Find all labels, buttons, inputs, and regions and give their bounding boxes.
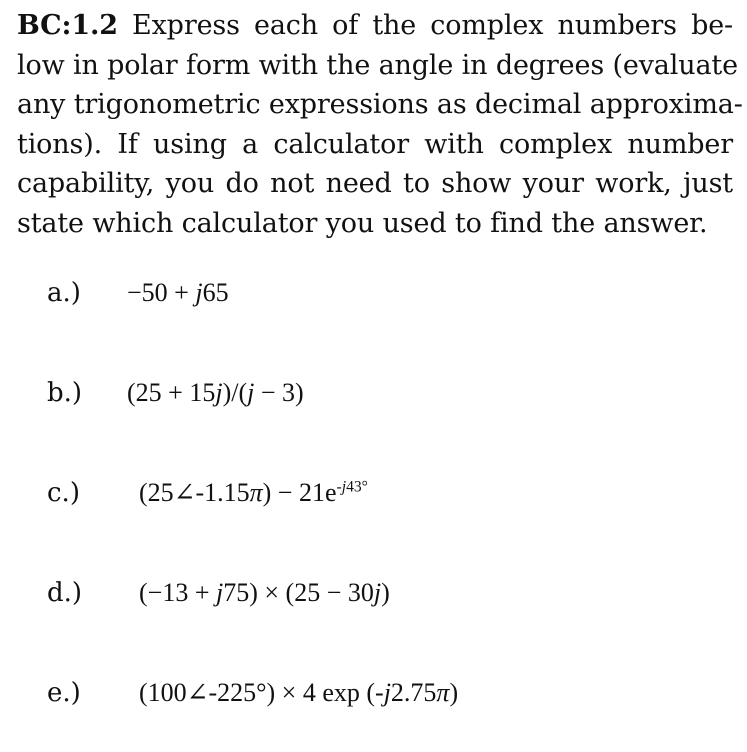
problem-line-2: low in polar form with the angle in degrees (evaluate <box>17 49 738 81</box>
problem-line-6: state which calculator you used to find the answer. <box>17 207 708 239</box>
problem-statement <box>17 6 743 243</box>
problem-line-5: capability, you do not need to show your work, just <box>17 168 733 199</box>
item-label: d.) <box>47 578 83 608</box>
item-expression: (100∠-225°) × 4 exp (-j2.75π) <box>139 678 459 707</box>
item-expression: (−13 + j75) × (25 − 30j) <box>139 578 390 607</box>
problem-line-3: any trigonometric expressions as decimal approxima- <box>17 89 743 120</box>
problem-line-4: tions). If using a calculator with complex number <box>17 128 733 160</box>
item-label: e.) <box>47 678 81 708</box>
item-expression: −50 + j65 <box>127 278 229 307</box>
item-label: b.) <box>47 378 83 408</box>
item-label: a.) <box>47 278 81 308</box>
item-expression: (25∠-1.15π) − $21e^{-j43^\circ}$ <box>139 478 368 507</box>
item-expression: (25 + 15j)/(j − 3) <box>127 378 304 407</box>
problem-line-1: BC:1.2 Express each of the complex numbers be- <box>17 10 733 41</box>
item-label: c.) <box>47 478 80 508</box>
problem-number: BC:1.2 <box>17 10 118 41</box>
